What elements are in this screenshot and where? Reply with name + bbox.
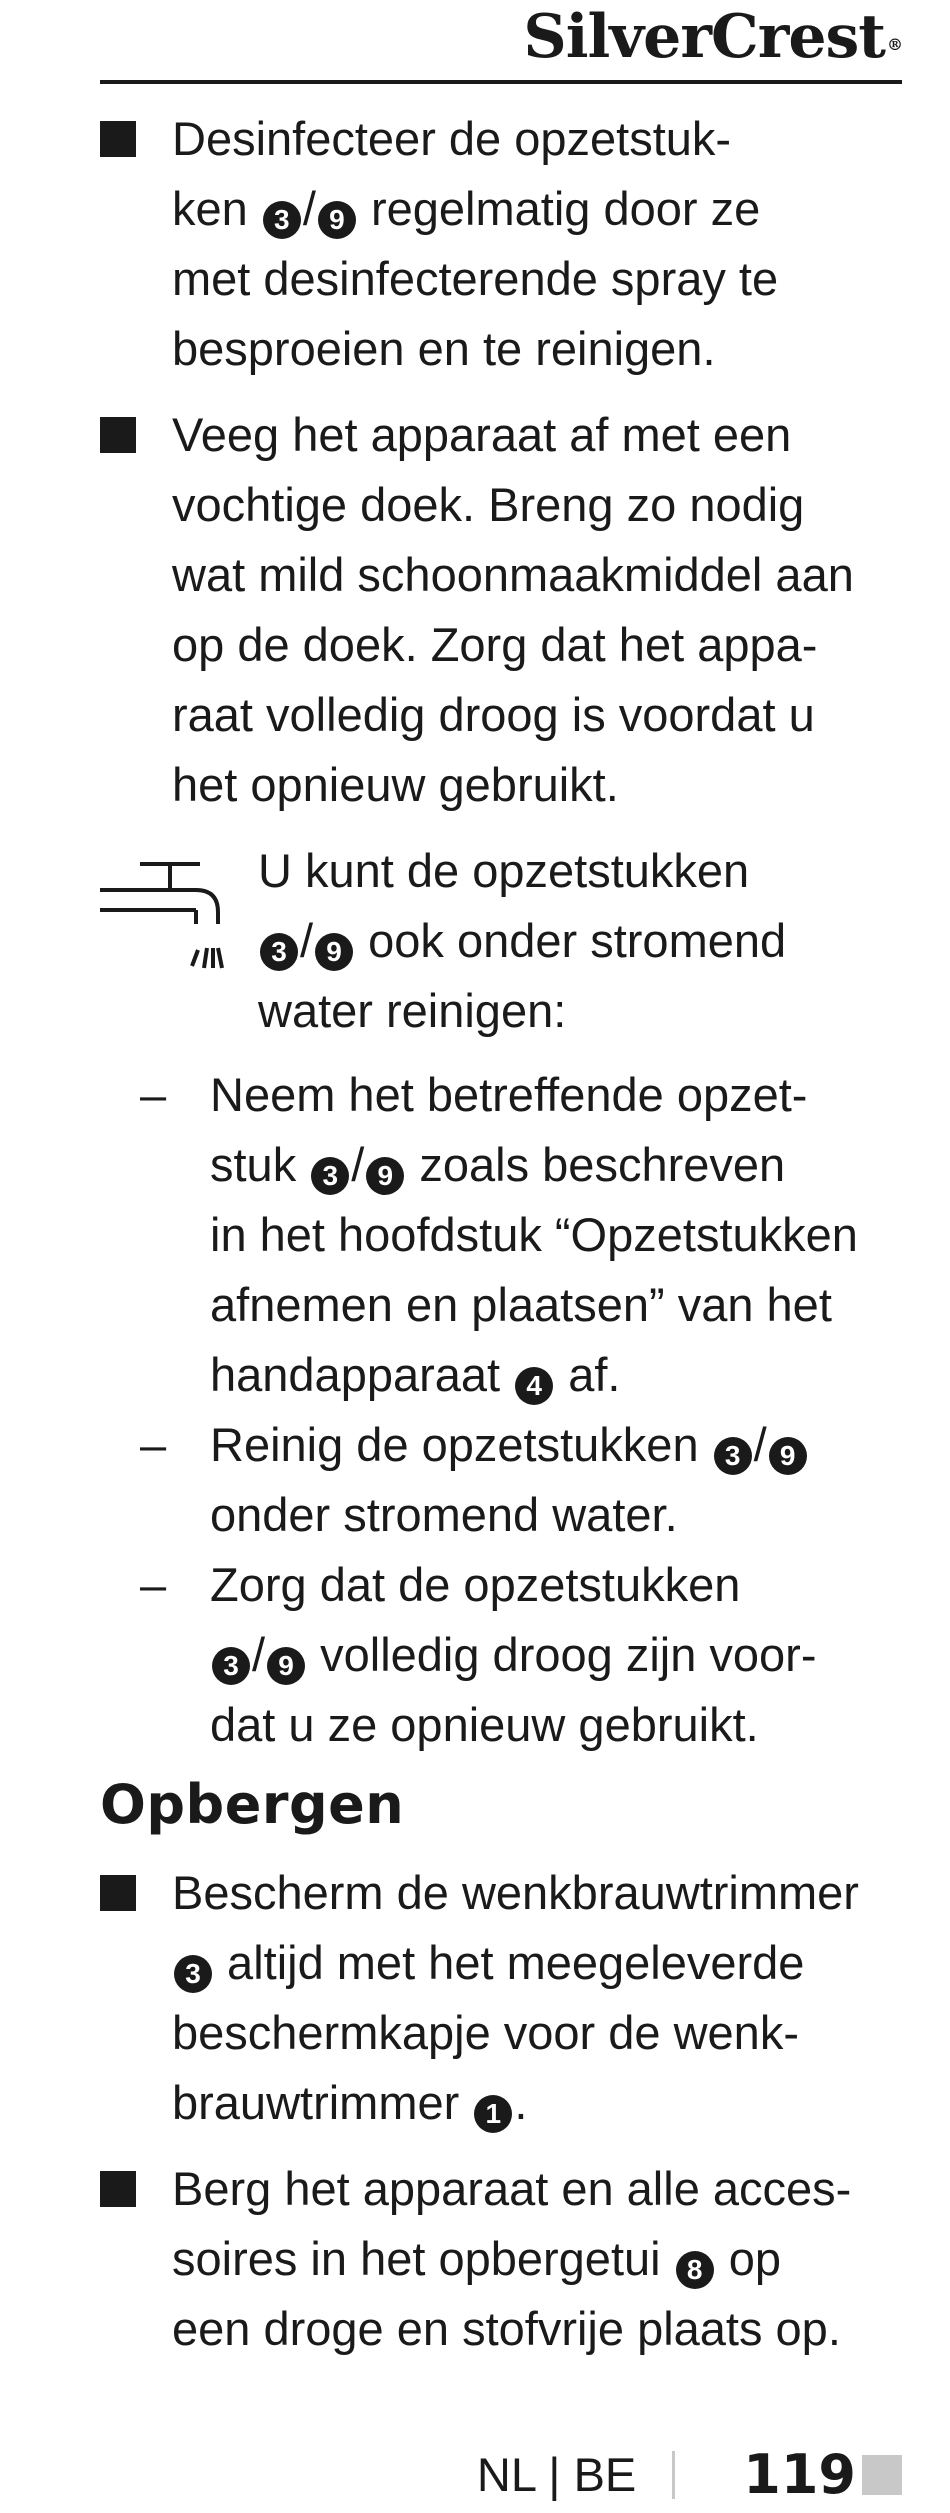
page-content <box>100 104 910 2380</box>
registered-mark: ® <box>887 35 902 54</box>
part-number-badge: 3 <box>263 201 301 239</box>
part-number-badge: 3 <box>212 1647 250 1685</box>
page-footer <box>477 2440 902 2510</box>
brand-logo <box>523 2 902 72</box>
note-text: U kunt de opzetstukken 3 / 9 ook onder stromend water reinigen: <box>258 844 787 1037</box>
square-bullet-icon <box>100 417 136 453</box>
part-number-badge: 8 <box>676 2251 714 2289</box>
square-bullet-icon <box>100 1875 136 1911</box>
part-number-badge: 3 <box>714 1437 752 1475</box>
bullet-wipe <box>100 400 910 820</box>
dash-marker: – <box>140 1418 167 1471</box>
bullet-text: Bescherm de wenkbrauwtrimmer 3 altijd met het meegeleverde beschermkapje voor de wenk- brauwtrimmer 1 . <box>172 1858 910 2138</box>
bullet-text: Desinfecteer de opzetstuk- ken 3 / 9 regelmatig door ze met desinfecterende spray te besproeien en te reinigen. <box>172 112 779 375</box>
brand-name: SilverCrest <box>523 2 885 72</box>
square-bullet-icon <box>100 121 136 157</box>
water-tap-icon <box>100 854 240 984</box>
step-dry: – Zorg dat de opzetstukken 3 / 9 volledig droog zijn voor- dat u ze opnieuw gebruikt. <box>100 1550 910 1760</box>
bullet-protect-trimmer <box>100 1858 910 2138</box>
header-rule <box>100 80 902 84</box>
language-code: NL | BE <box>476 2448 637 2501</box>
part-number-badge: 3 <box>174 1955 212 1993</box>
square-bullet-icon <box>100 2171 136 2207</box>
step-remove-attachment: – Neem het betreffende opzet- stuk 3 / 9 zoals beschreven in het hoofdstuk “Opzetstukken afnemen en plaatsen” van het handapparaat 4 af. <box>100 1060 910 1410</box>
part-number-badge: 3 <box>311 1157 349 1195</box>
step-rinse: – Reinig de opzetstukken 3 / 9 onder stromend water. <box>100 1410 910 1550</box>
part-number-badge: 4 <box>515 1367 553 1405</box>
part-number-badge: 9 <box>769 1437 807 1475</box>
dash-marker: – <box>140 1558 167 1611</box>
bullet-disinfect <box>100 104 910 384</box>
dash-marker: – <box>140 1068 167 1121</box>
part-number-badge: 9 <box>267 1647 305 1685</box>
part-number-badge: 9 <box>366 1157 404 1195</box>
part-number-badge: 9 <box>315 933 353 971</box>
rinse-note <box>100 836 910 1046</box>
page-marker-square <box>862 2455 902 2495</box>
bullet-text: Berg het apparaat en alle acces- soires in het opbergetui 8 op een droge en stofvrije plaats op. <box>172 2162 852 2355</box>
part-number-badge: 1 <box>474 2095 512 2133</box>
part-number-badge: 3 <box>260 933 298 971</box>
footer-divider <box>672 2451 675 2499</box>
page-number: 119 <box>743 2443 856 2506</box>
part-number-badge: 9 <box>318 201 356 239</box>
bullet-store-case <box>100 2154 910 2364</box>
section-heading-storage: Opbergen <box>100 1773 405 1836</box>
bullet-text: Veeg het apparaat af met een vochtige doek. Breng zo nodig wat mild schoonmaakmiddel aan op de doek. Zorg dat het appa- raat volledig droog is voordat u het opnieuw gebruikt. <box>172 408 854 811</box>
